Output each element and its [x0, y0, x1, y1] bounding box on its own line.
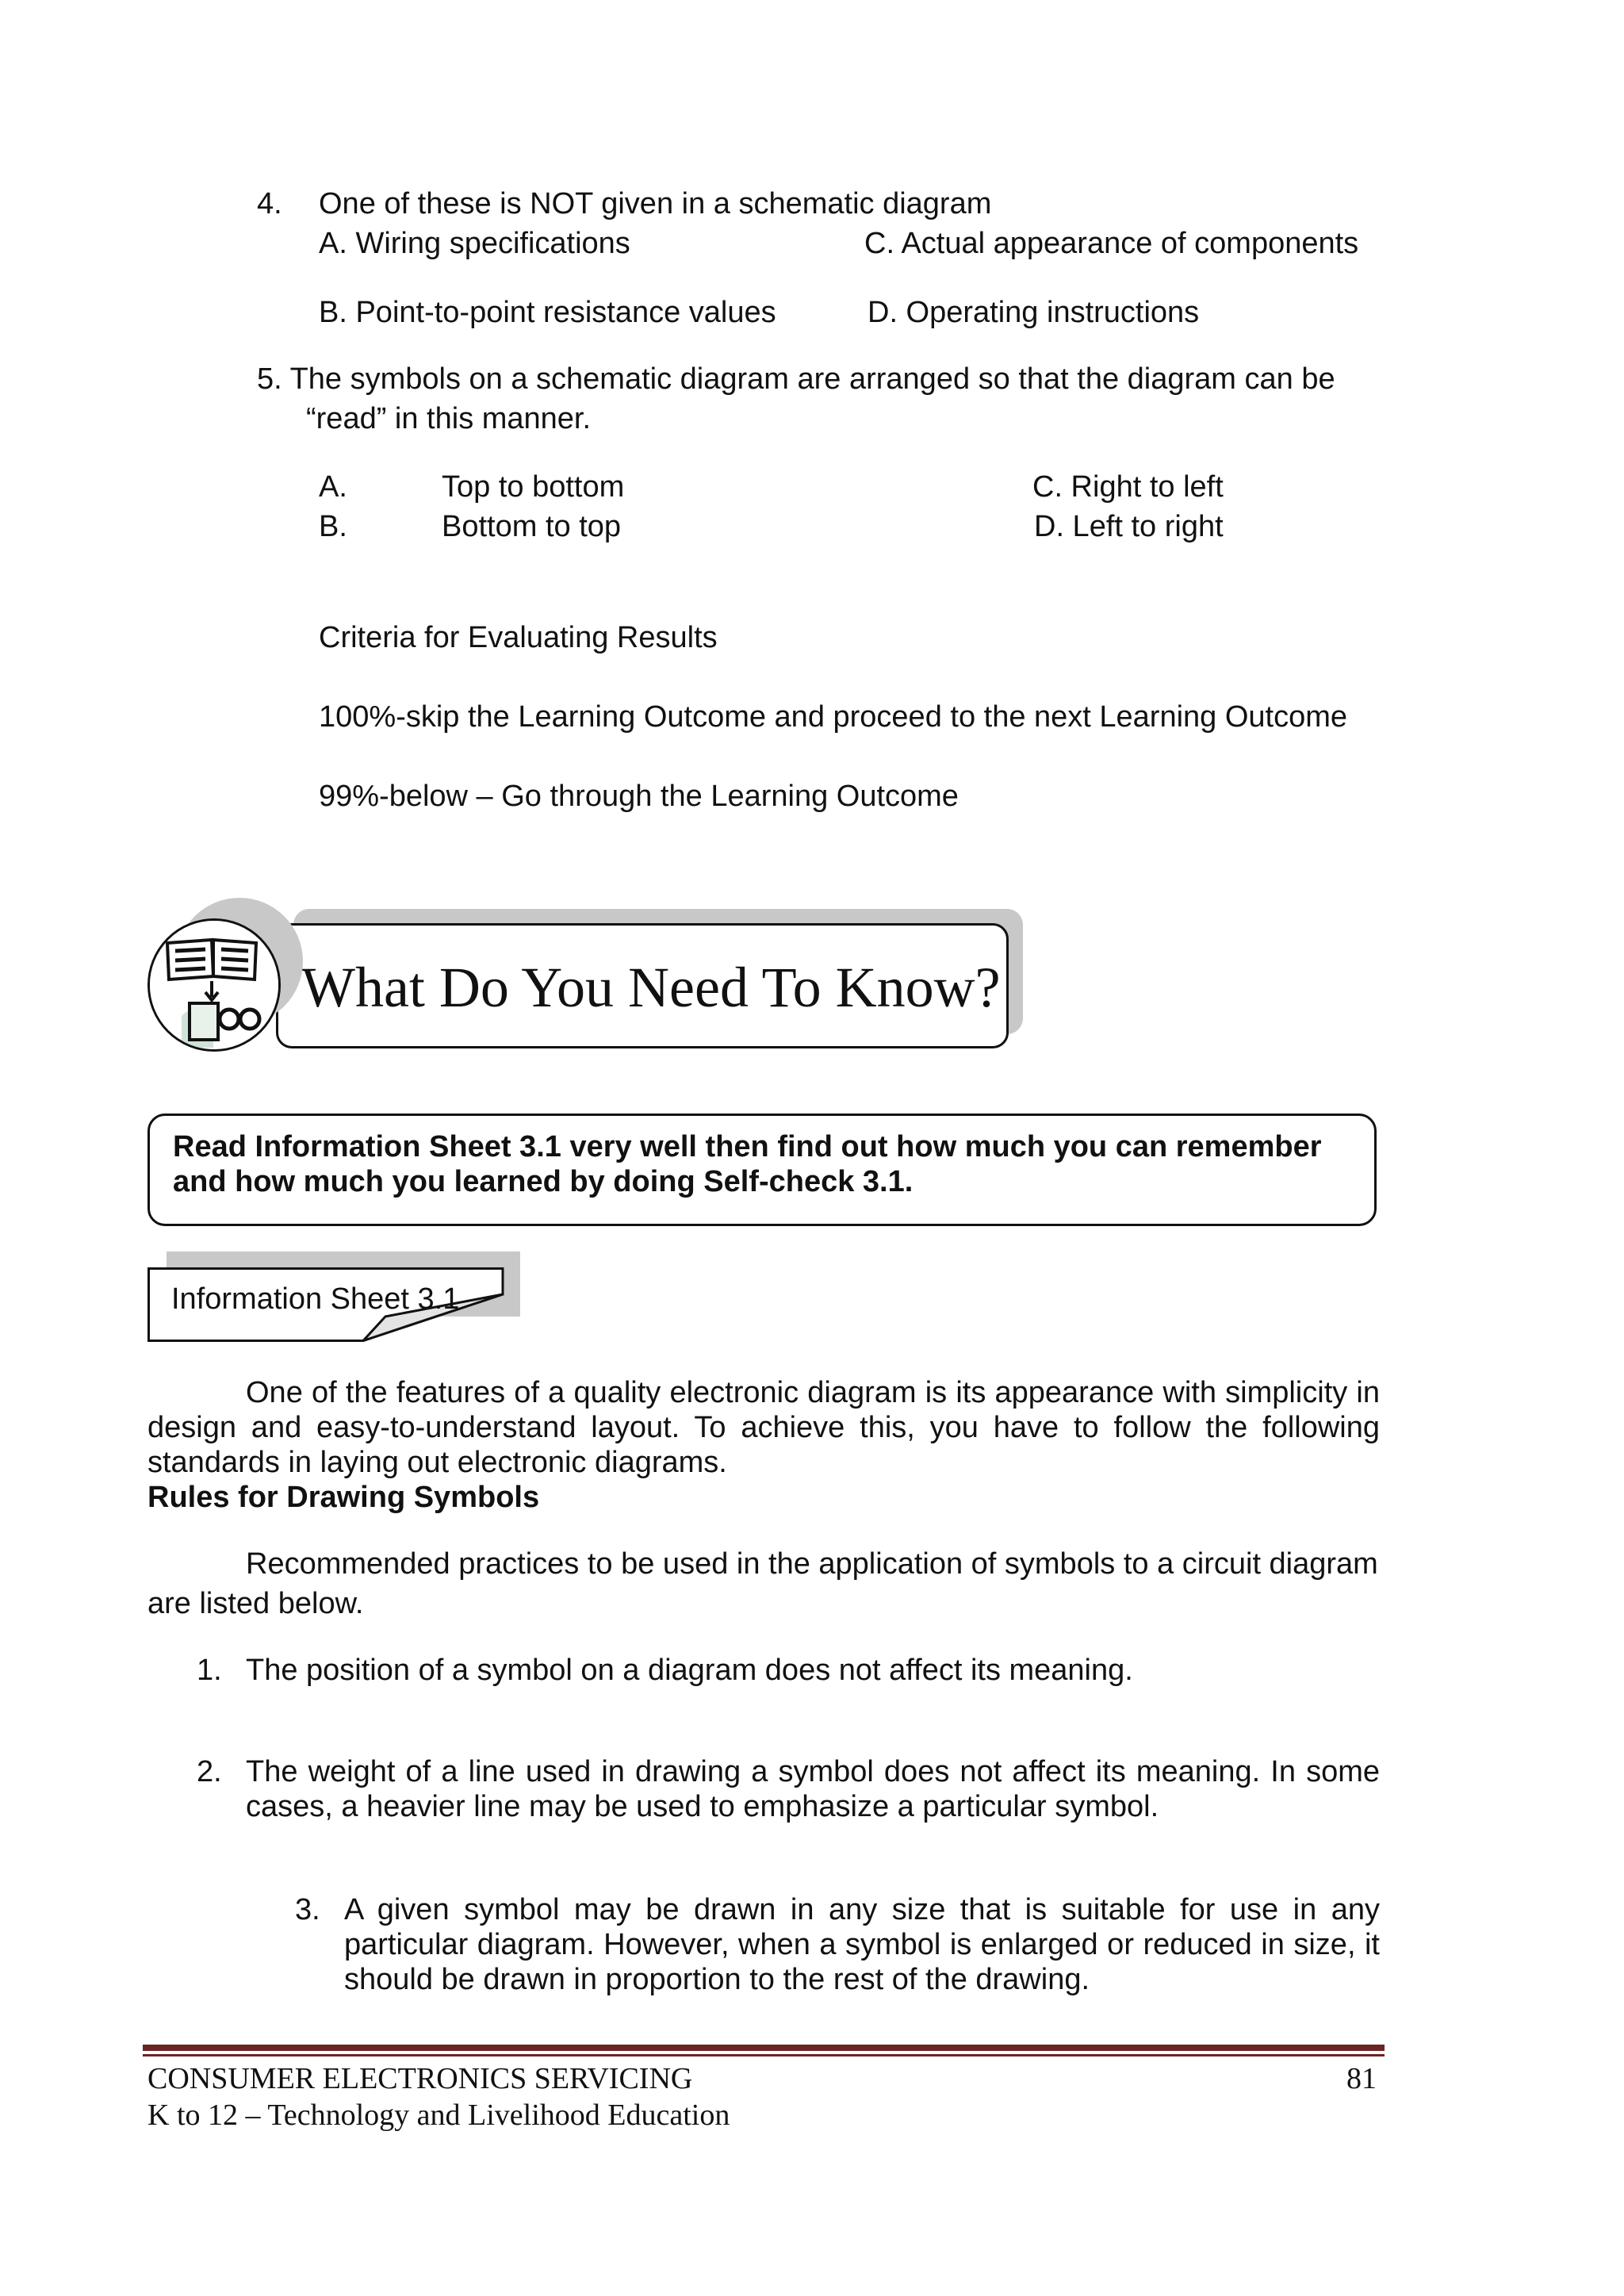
q5-option-b: Bottom to top [442, 510, 622, 543]
footer-rule [143, 2045, 1385, 2051]
q5-option-a-letter: A. [319, 470, 347, 504]
criteria-title: Criteria for Evaluating Results [319, 621, 718, 654]
para-2-line-1: Recommended practices to be used in the application of symbols to a circuit diagram [246, 1547, 1378, 1581]
q4-text: One of these is NOT given in a schematic diagram [319, 187, 992, 220]
footer-rule-thin [143, 2054, 1385, 2056]
q4-option-a: A. Wiring specifications [319, 227, 630, 260]
q4-option-b: B. Point-to-point resistance values [319, 296, 776, 329]
page-number: 81 [1346, 2062, 1377, 2095]
rule-3-line-2: particular diagram. However, when a symbol is enlarged or reduced in size, it [344, 1928, 1380, 1961]
q5-line-2: “read” in this manner. [306, 402, 592, 435]
rule-3-line-1: A given symbol may be drawn in any size that is suitable for use in any [344, 1893, 1380, 1926]
q4-option-d: D. Operating instructions [868, 296, 1200, 329]
instruction-line-2: and how much you learned by doing Self-check 3.1. [173, 1165, 914, 1198]
footer-program: K to 12 – Technology and Livelihood Education [147, 2099, 730, 2132]
q4-number: 4. [257, 187, 282, 220]
para-2-line-2: are listed below. [147, 1587, 364, 1620]
rule-2-number: 2. [197, 1755, 222, 1788]
rule-1-number: 1. [197, 1654, 222, 1687]
rule-3-number: 3. [295, 1893, 320, 1926]
banner-title: What Do You Need To Know? [301, 956, 1001, 1019]
q4-option-c: C. Actual appearance of components [864, 227, 1359, 260]
instruction-line-1: Read Information Sheet 3.1 very well then find out how much you can remember [173, 1130, 1322, 1163]
q5-option-a: Top to bottom [442, 470, 625, 504]
q5-option-d: D. Left to right [1034, 510, 1224, 543]
info-tab-label: Information Sheet 3.1 [171, 1282, 460, 1316]
rule-3-line-3: should be drawn in proportion to the rest of the drawing. [344, 1963, 1090, 1996]
section-heading: Rules for Drawing Symbols [147, 1481, 540, 1514]
info-tab [147, 1267, 504, 1342]
para-1-line-3: standards in laying out electronic diagrams. [147, 1446, 727, 1479]
q5-option-c: C. Right to left [1032, 470, 1224, 504]
criteria-full-score: 100%-skip the Learning Outcome and proceed to the next Learning Outcome [319, 700, 1348, 734]
q5-line-1: 5. The symbols on a schematic diagram are arranged so that the diagram can be [257, 362, 1335, 396]
rule-2-line-2: cases, a heavier line may be used to emphasize a particular symbol. [246, 1790, 1159, 1823]
criteria-below: 99%-below – Go through the Learning Outcome [319, 780, 959, 813]
rule-1-text: The position of a symbol on a diagram does not affect its meaning. [246, 1654, 1133, 1687]
footer-course: CONSUMER ELECTRONICS SERVICING [147, 2062, 693, 2095]
instruction-text [173, 1129, 1362, 1199]
q5-option-b-letter: B. [319, 510, 347, 543]
rule-2-line-1: The weight of a line used in drawing a symbol does not affect its meaning. In some [246, 1755, 1380, 1788]
book-reader-icon [147, 918, 281, 1052]
para-1-line-2: design and easy-to-understand layout. To achieve this, you have to follow the following [147, 1411, 1380, 1444]
para-1-line-1: One of the features of a quality electronic diagram is its appearance with simplicity in [246, 1376, 1380, 1409]
